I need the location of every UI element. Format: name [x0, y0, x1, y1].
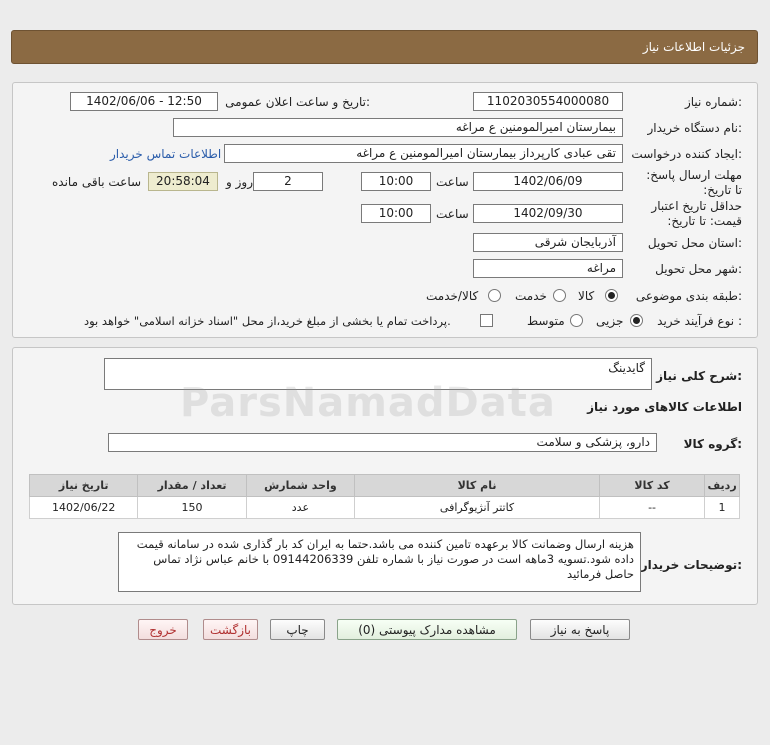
remaining-label: ساعت باقی مانده — [52, 175, 142, 189]
col-code-header: کد کالا — [599, 475, 704, 497]
city-label: شهر محل تحویل: — [655, 262, 742, 276]
cell-name: کاتتر آنژیوگرافی — [355, 497, 600, 519]
category-option-goods-service: کالا/خدمت — [426, 289, 479, 303]
creator-field: تقی عبادی کارپرداز بیمارستان امیرالمومنین ع مراغه — [224, 144, 623, 163]
validity-date-field: 1402/09/30 — [473, 204, 623, 223]
watermark: ParsNamadData — [180, 380, 556, 426]
col-unit-header: واحد شمارش — [246, 475, 354, 497]
deadline-time-field: 10:00 — [361, 172, 431, 191]
category-radio-service[interactable] — [553, 289, 566, 302]
category-option-service: خدمت — [515, 289, 547, 303]
page-title: جزئیات اطلاعات نیاز — [642, 40, 745, 54]
process-radio-minor[interactable] — [630, 314, 643, 327]
remaining-time-field: 20:58:04 — [148, 172, 218, 191]
summary-label: شرح کلی نیاز: — [656, 369, 742, 383]
need-number-label: شماره نیاز: — [684, 95, 742, 109]
days-field: 2 — [253, 172, 323, 191]
description-field: هزینه ارسال وضمانت کالا برعهده تامین کننده می باشد.حتما به ایران کد بار گذاری شده در سامانه قیمت داده شود.تسویه 3ماهه است در صورت نیاز با شماره تلفن 09144206339 با خانم عباس نژاد تماس حاصل فرمائید — [118, 532, 641, 592]
buyer-org-label: نام دستگاه خریدار: — [647, 121, 742, 135]
category-label: طبقه بندی موضوعی: — [635, 289, 742, 303]
items-table-wrap — [29, 474, 740, 519]
cell-code: -- — [599, 497, 704, 519]
deadline-label: مهلت ارسال پاسخ: تا تاریخ: — [646, 168, 742, 197]
goods-group-label: گروه کالا: — [683, 437, 742, 451]
cell-qty: 150 — [138, 497, 246, 519]
deadline-date-field: 1402/06/09 — [473, 172, 623, 191]
validity-time-label: ساعت — [436, 207, 469, 221]
validity-label: حداقل تاریخ اعتبار قیمت: تا تاریخ: — [651, 199, 742, 228]
goods-group-field: دارو، پزشکی و سلامت — [108, 433, 657, 452]
print-button[interactable]: چاپ — [270, 619, 325, 640]
province-label: استان محل تحویل: — [647, 236, 742, 250]
back-button[interactable]: بازگشت — [203, 619, 258, 640]
exit-button[interactable]: خروج — [138, 619, 188, 640]
goods-section-title: اطلاعات کالاهای مورد نیاز — [587, 400, 742, 414]
summary-field: گایدینگ — [104, 358, 652, 390]
validity-time-field: 10:00 — [361, 204, 431, 223]
need-number-field: 1102030554000080 — [473, 92, 623, 111]
category-option-goods: کالا — [578, 289, 595, 303]
province-field: آذربایجان شرقی — [473, 233, 623, 252]
reply-button[interactable]: پاسخ به نیاز — [530, 619, 630, 640]
cell-unit: عدد — [246, 497, 354, 519]
buyer-org-field: بیمارستان امیرالمومنین ع مراغه — [173, 118, 623, 137]
announce-field: 1402/06/06 - 12:50 — [70, 92, 218, 111]
category-radio-goods[interactable] — [605, 289, 618, 302]
attachments-button[interactable]: مشاهده مدارک پیوستی (0) — [337, 619, 517, 640]
description-label: توضیحات خریدار: — [640, 558, 742, 572]
creator-label: ایجاد کننده درخواست: — [631, 147, 742, 161]
deadline-time-label: ساعت — [436, 175, 469, 189]
process-option-medium: متوسط — [527, 314, 565, 328]
table-row — [30, 497, 740, 519]
cell-date: 1402/06/22 — [30, 497, 138, 519]
process-label: نوع فرآیند خرید : — [657, 314, 742, 328]
announce-label: تاریخ و ساعت اعلان عمومی: — [225, 95, 370, 109]
table-header-row — [30, 475, 740, 497]
buyer-contact-link[interactable]: اطلاعات تماس خریدار — [110, 147, 222, 161]
days-label: روز و — [226, 175, 253, 189]
city-field: مراغه — [473, 259, 623, 278]
col-date-header: تاریخ نیاز — [30, 475, 138, 497]
process-option-minor: جزیی — [596, 314, 624, 328]
treasury-text: پرداخت تمام یا بخشی از مبلغ خرید،از محل "اسناد خزانه اسلامی" خواهد بود. — [84, 314, 451, 328]
treasury-checkbox[interactable] — [480, 314, 493, 327]
col-row-header: ردیف — [705, 475, 740, 497]
page-header — [11, 30, 758, 64]
col-name-header: نام کالا — [355, 475, 600, 497]
category-radio-goods-service[interactable] — [488, 289, 501, 302]
process-radio-medium[interactable] — [570, 314, 583, 327]
items-table — [29, 474, 740, 519]
cell-row: 1 — [705, 497, 740, 519]
col-qty-header: تعداد / مقدار — [138, 475, 246, 497]
